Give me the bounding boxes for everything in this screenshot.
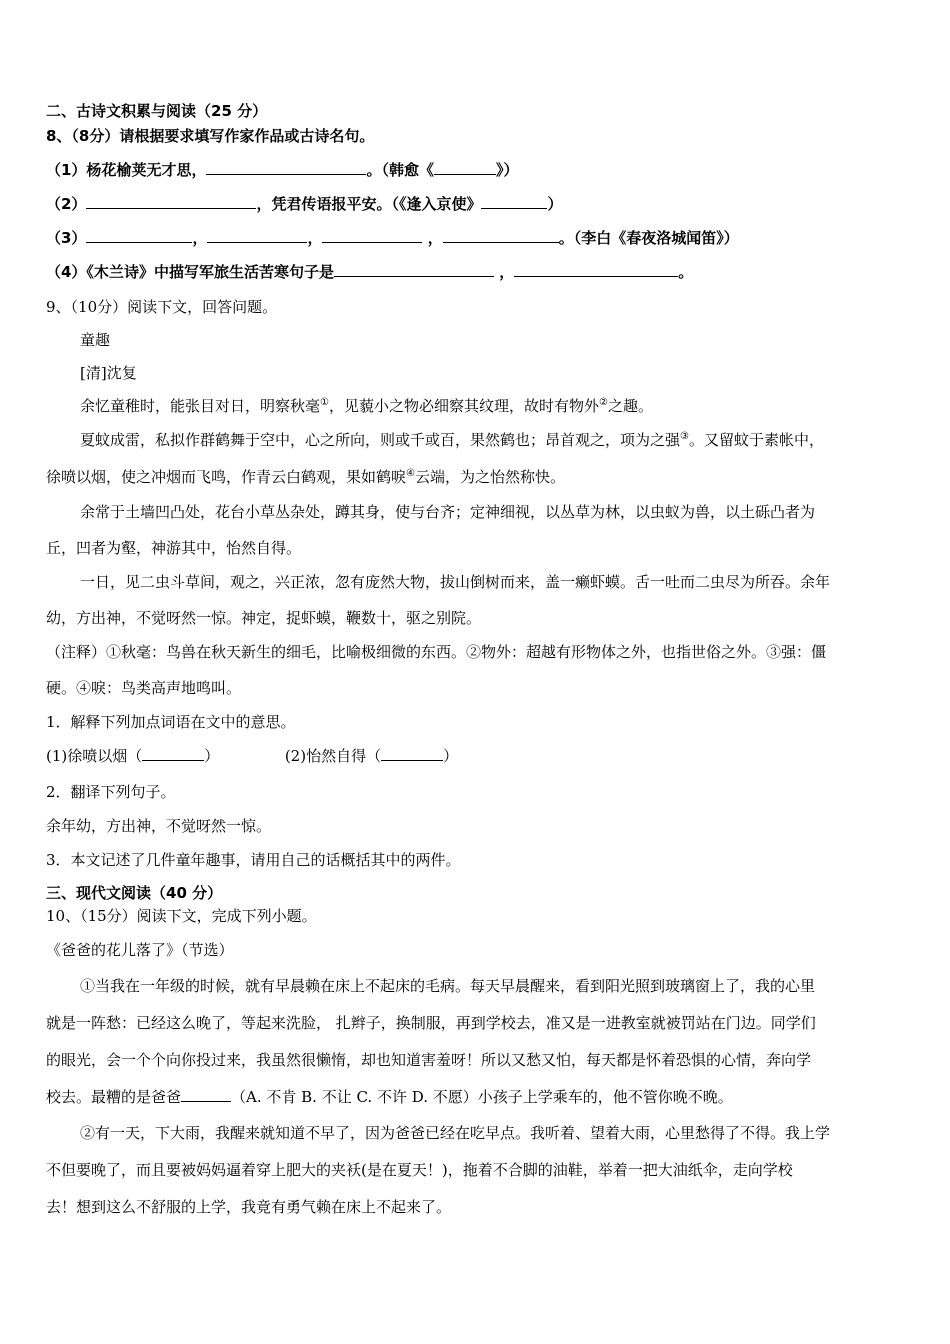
q9-sub-2: 2．翻译下列句子。 <box>46 783 176 801</box>
q9-sub-1b-end: ） <box>443 747 459 765</box>
q9-sub-1a-blank[interactable] <box>142 746 204 761</box>
q8-p2-text-b: ，凭君传语报平安。（《逢入京使》 <box>256 195 482 213</box>
q9-para-2-line-1 <box>80 430 824 450</box>
q8-p1-text-c: 》） <box>495 161 519 179</box>
q8-p2-text-a: （2） <box>46 195 87 213</box>
q8-p3-sep-1: ， <box>192 229 208 247</box>
q9-sub-2-sentence: 余年幼，方出神，不觉呀然一惊。 <box>46 817 272 835</box>
q8-p1-text-a: （1）杨花榆荚无才思， <box>46 161 207 179</box>
q9-sub-1b-text: (2)怡然自得（ <box>284 747 382 765</box>
q10-para-1-blank[interactable] <box>181 1087 231 1102</box>
q9-para-2-l2-a: 徐喷以烟，使之冲烟而飞鸣，作青云白鹤观，果如鹤唳 <box>46 468 407 486</box>
q10-para-1-line-2: 就是一阵愁：已经这么晚了，等起来洗脸， 扎辫子，换制服，再到学校去，准又是一进教室就被罚站在门边。同学们 <box>46 1014 816 1032</box>
q9-sub-3: 3．本文记述了几件童年趣事，请用自己的话概括其中的两件。 <box>46 851 461 869</box>
q8-p2-blank-2[interactable] <box>481 194 547 209</box>
q8-p1-text-b: 。（韩愈《 <box>366 161 434 179</box>
q9-para-1-text-a: 余忆童稚时，能张目对日，明察秋毫 <box>80 397 321 415</box>
q8-part-1 <box>46 160 518 180</box>
q9-para-3-line-2: 丘，凹者为壑，神游其中，怡然自得。 <box>46 539 302 557</box>
q8-header-text: 8、（8分）请根据要求填写作家作品或古诗名句。 <box>46 127 375 145</box>
q9-para-1 <box>80 396 653 416</box>
section-2-title: 二、古诗文积累与阅读（25 分） <box>46 102 268 120</box>
q8-p2-blank-1[interactable] <box>86 194 256 209</box>
section-3-title: 三、现代文阅读（40 分） <box>46 884 223 902</box>
q8-p3-blank-4[interactable] <box>443 228 559 243</box>
q9-header: 9、（10分）阅读下文，回答问题。 <box>46 298 278 316</box>
q8-part-4 <box>46 262 693 282</box>
q8-p3-blank-1[interactable] <box>86 228 192 243</box>
q10-para-1-line-1: ①当我在一年级的时候，就有早晨赖在床上不起床的毛病。每天早晨醒来，看到阳光照到玻璃窗上了，我的心里 <box>80 977 816 995</box>
q10-passage-title: 《爸爸的花儿落了》（节选） <box>46 941 234 959</box>
q9-para-2-l1-a: 夏蚊成雷，私拟作群鹤舞于空中，心之所向，则或千或百，果然鹤也；昂首观之，项为之强 <box>80 431 681 449</box>
footnote-marker-2: ② <box>599 397 608 408</box>
q10-para-2-line-2: 不但要晚了，而且要被妈妈逼着穿上肥大的夹袄(是在夏天！)，拖着不合脚的油鞋，举着一把大油纸伞，走向学校 <box>46 1161 793 1179</box>
q10-para-1-line-3: 的眼光，会一个个向你投过来，我虽然很懒惰，却也知道害羞呀！所以又愁又怕，每天都是怀着恐惧的心情，奔向学 <box>46 1051 812 1069</box>
q8-part-3 <box>46 228 739 248</box>
q8-p3-text-a: （3） <box>46 229 87 247</box>
q8-p4-text-a: （4）《木兰诗》中描写军旅生活苦寒句子是 <box>46 263 334 281</box>
q10-para-1-line-4 <box>46 1087 733 1107</box>
q10-para-1-l4-b: （A. 不肯 B. 不让 C. 不许 D. 不愿）小孩子上学乘车的，他不管你晚不晚。 <box>231 1088 733 1106</box>
q8-header <box>46 126 374 146</box>
q8-p4-blank-2[interactable] <box>514 262 678 277</box>
q9-para-2-l1-b: 。又留蚊于素帐中， <box>688 431 824 449</box>
q8-p1-blank-2[interactable] <box>434 160 496 175</box>
q9-sub-1-items <box>46 746 458 766</box>
q10-header: 10、（15分）阅读下文，完成下列小题。 <box>46 907 317 925</box>
q9-para-4-line-1: 一日，见二虫斗草间，观之，兴正浓，忽有庞然大物，拔山倒树而来，盖一癞虾蟆。舌一吐而二虫尽为所吞。余年 <box>80 573 831 591</box>
q10-para-1-l4-a: 校去。最糟的是爸爸 <box>46 1088 182 1106</box>
q9-para-3-line-1: 余常于土墙凹凸处，花台小草丛杂处，蹲其身，使与台齐；定神细视，以丛草为林，以虫蚁为兽，以土砾凸者为 <box>80 503 816 521</box>
q8-p3-blank-2[interactable] <box>207 228 307 243</box>
q9-sub-1b-blank[interactable] <box>381 746 443 761</box>
q9-sub-1: 1．解释下列加点词语在文中的意思。 <box>46 713 296 731</box>
q8-p4-blank-1[interactable] <box>334 262 494 277</box>
q9-notes-line-1: （注释）①秋毫：鸟兽在秋天新生的细毛，比喻极细微的东西。②物外：超越有形物体之外，也指世俗之外。③强：僵 <box>46 643 827 661</box>
q9-para-2-line-2 <box>46 467 565 487</box>
q9-sub-1a-text: (1)徐喷以烟（ <box>46 747 143 765</box>
q8-p4-sep: ， <box>499 263 515 281</box>
q9-para-1-text-b: ，见藐小之物必细察其纹理，故时有物外 <box>328 397 599 415</box>
q9-para-1-text-c: 之趣。 <box>607 397 653 415</box>
q8-p3-text-end: 。（李白《春夜洛城闻笛》） <box>558 229 739 247</box>
q9-para-2-l2-b: 云端，为之怡然称快。 <box>414 468 565 486</box>
q9-notes-line-2: 硬。④唳：鸟类高声地鸣叫。 <box>46 679 242 697</box>
q9-sub-1a-end: ） <box>204 747 220 765</box>
footnote-marker-1: ① <box>320 397 329 408</box>
q8-p2-text-c: ） <box>547 195 563 213</box>
q10-para-2-line-1: ②有一天，下大雨，我醒来就知道不早了，因为爸爸已经在吃早点。我听着、望着大雨，心里愁得了不得。我上学 <box>80 1124 831 1142</box>
q9-para-4-line-2: 幼，方出神，不觉呀然一惊。神定，捉虾蟆，鞭数十，驱之别院。 <box>46 609 482 627</box>
q8-p3-sep-2: ， <box>307 229 323 247</box>
footnote-marker-4: ④ <box>406 468 415 479</box>
q8-p3-sep-3: ， <box>427 229 443 247</box>
q8-p3-blank-3[interactable] <box>322 228 422 243</box>
footnote-marker-3: ③ <box>680 431 689 442</box>
q10-para-2-line-3: 去！想到这么不舒服的上学，我竟有勇气赖在床上不起来了。 <box>46 1198 452 1216</box>
q9-passage-title: 童趣 <box>80 331 111 349</box>
q9-passage-author: [清]沈复 <box>80 364 137 382</box>
q8-part-2 <box>46 194 562 214</box>
q8-p4-text-end: 。 <box>678 263 694 281</box>
q8-p1-blank-1[interactable] <box>206 160 366 175</box>
